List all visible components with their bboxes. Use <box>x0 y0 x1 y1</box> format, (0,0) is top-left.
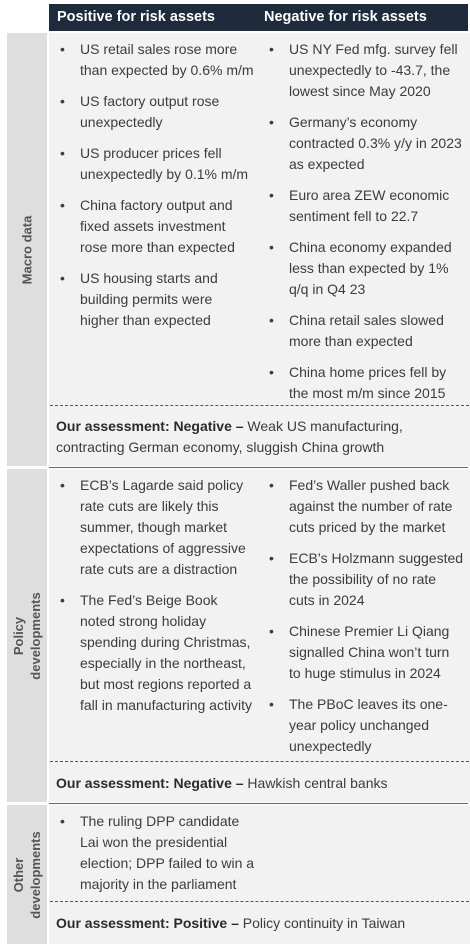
section-divider <box>49 803 468 804</box>
section-other-developments <box>7 805 468 944</box>
list-item: • ECB’s Holzmann suggested the possibility of no rate cuts in 2024 <box>269 550 464 608</box>
negative-column <box>264 39 464 414</box>
list-item: • Euro area ZEW economic sentiment fell to 22.7 <box>269 187 450 224</box>
list-item: • The ruling DPP candidate Lai won the presidential election; DPP failed to win a majority in the parliament <box>60 813 255 892</box>
section-title: Other developments <box>11 830 43 919</box>
list-item: • US producer prices fell unexpectedly by 0.1% m/m <box>60 145 249 182</box>
list-item: • China factory output and fixed assets investment rose more than expected <box>60 197 235 255</box>
assessment-text: Policy continuity in Taiwan <box>242 915 406 931</box>
dashed-divider <box>50 761 469 762</box>
assessment <box>56 773 461 794</box>
assessment-label: Our assessment: Negative – <box>56 775 244 791</box>
assessment-label: Our assessment: Negative – <box>56 418 244 434</box>
section-label-macro-data <box>7 33 47 466</box>
positive-column <box>55 475 255 726</box>
list-item: • China home prices fell by the most m/m since 2015 <box>269 364 447 401</box>
section-content <box>49 805 470 944</box>
header-negative: Negative for risk assets <box>264 9 427 25</box>
negative-column <box>264 475 464 767</box>
list-item: • The Fed’s Beige Book noted strong holiday spending during Christmas, especially in the northeast, but most regions reported a fall in manufacturing activity <box>60 592 252 713</box>
assessment <box>56 913 461 934</box>
assessment-label: Our assessment: Positive – <box>56 915 239 931</box>
list-item: • Chinese Premier Li Qiang signalled China won’t turn to huge stimulus in 2024 <box>269 623 450 681</box>
section-title: Policy developments <box>11 591 43 680</box>
list-item: • ECB’s Lagarde said policy rate cuts are likely this summer, though market expectations of aggressive rate cuts are a distraction <box>60 477 246 577</box>
positive-column <box>55 811 255 905</box>
assessment-text: Hawkish central banks <box>247 775 388 791</box>
dashed-divider <box>50 405 469 406</box>
list-item: • China retail sales slowed more than expected <box>269 312 444 349</box>
section-divider <box>49 467 468 468</box>
section-content <box>49 469 470 802</box>
list-item: • Fed’s Waller pushed back against the number of rate cuts priced by the market <box>269 477 453 535</box>
section-policy-developments <box>7 469 468 802</box>
assessment-text: Weak US manufacturing, contracting German economy, sluggish China growth <box>56 418 403 455</box>
header-positive: Positive for risk assets <box>57 9 215 25</box>
list-item: • Germany’s economy contracted 0.3% y/y in 2023 as expected <box>269 114 462 172</box>
dashed-divider <box>50 901 469 902</box>
section-macro-data <box>7 33 468 466</box>
list-item: • US factory output rose unexpectedly <box>60 93 220 130</box>
list-item: • US NY Fed mfg. survey fell unexpectedly to -43.7, the lowest since May 2020 <box>269 41 458 99</box>
section-content <box>49 33 470 466</box>
section-label-policy-developments <box>7 469 47 802</box>
list-item: • US retail sales rose more than expected by 0.6% m/m <box>60 41 254 78</box>
list-item: • US housing starts and building permits were higher than expected <box>60 270 218 328</box>
section-label-other-developments <box>7 805 47 944</box>
list-item: • China economy expanded less than expected by 1% q/q in Q4 23 <box>269 239 452 297</box>
assessment <box>56 416 461 458</box>
list-item: • The PBoC leaves its one-year policy unchanged unexpectedly <box>269 696 448 754</box>
positive-column <box>55 39 255 341</box>
table-header <box>49 4 468 31</box>
section-title: Macro data <box>19 215 35 284</box>
